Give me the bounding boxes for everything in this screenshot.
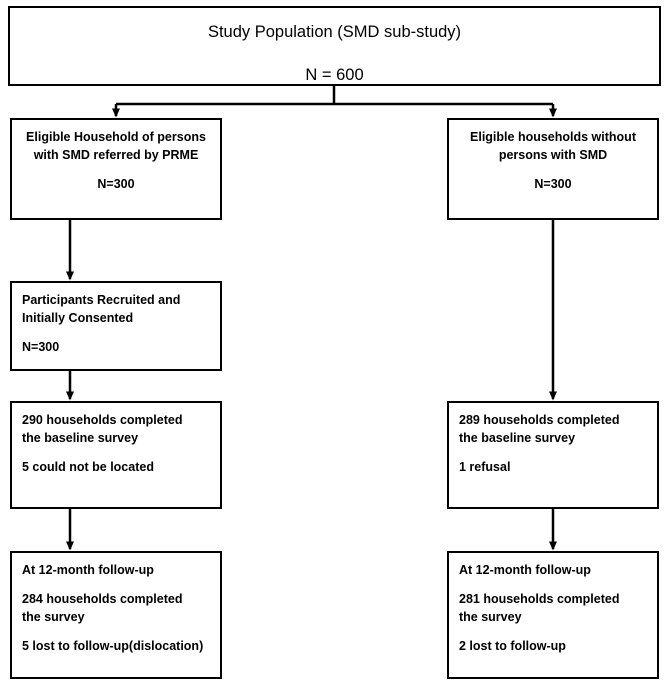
node-line: persons with SMD xyxy=(498,148,608,163)
node-line: 284 households completed xyxy=(22,592,183,607)
node-line: 281 households completed xyxy=(459,592,620,607)
node-line: Participants Recruited and xyxy=(22,293,181,307)
node-count: N=300 xyxy=(534,177,572,192)
node-note: 1 refusal xyxy=(459,460,511,475)
node-line: the survey xyxy=(22,610,85,625)
node-line: the survey xyxy=(459,610,522,625)
node-line: the baseline survey xyxy=(22,431,139,446)
node-left-12-month-followup xyxy=(10,551,222,679)
node-study-population xyxy=(8,6,661,86)
node-line: 290 households completed xyxy=(22,413,183,427)
node-left-baseline-survey xyxy=(10,401,222,509)
node-eligible-households-without-smd xyxy=(447,118,659,220)
node-right-baseline-survey xyxy=(447,401,659,509)
node-line: Eligible Household of persons xyxy=(26,130,206,144)
node-eligible-households-with-smd xyxy=(10,118,222,220)
node-line: with SMD referred by PRME xyxy=(33,148,199,163)
node-line: the baseline survey xyxy=(459,431,576,446)
node-line: Eligible households without xyxy=(470,130,636,144)
node-count: N=300 xyxy=(97,177,135,192)
node-note: 5 could not be located xyxy=(22,460,154,475)
study-population-count: N = 600 xyxy=(305,65,364,84)
node-note: 5 lost to follow-up(dislocation) xyxy=(22,639,204,654)
node-line: At 12-month follow-up xyxy=(22,563,154,577)
node-right-12-month-followup xyxy=(447,551,659,679)
node-line: 289 households completed xyxy=(459,413,620,427)
node-line: Initially Consented xyxy=(22,311,134,326)
node-count: N=300 xyxy=(22,340,60,355)
node-participants-recruited xyxy=(10,281,222,371)
node-note: 2 lost to follow-up xyxy=(459,639,566,654)
node-line: At 12-month follow-up xyxy=(459,563,591,577)
study-population-label: Study Population (SMD sub-study) xyxy=(207,23,462,41)
